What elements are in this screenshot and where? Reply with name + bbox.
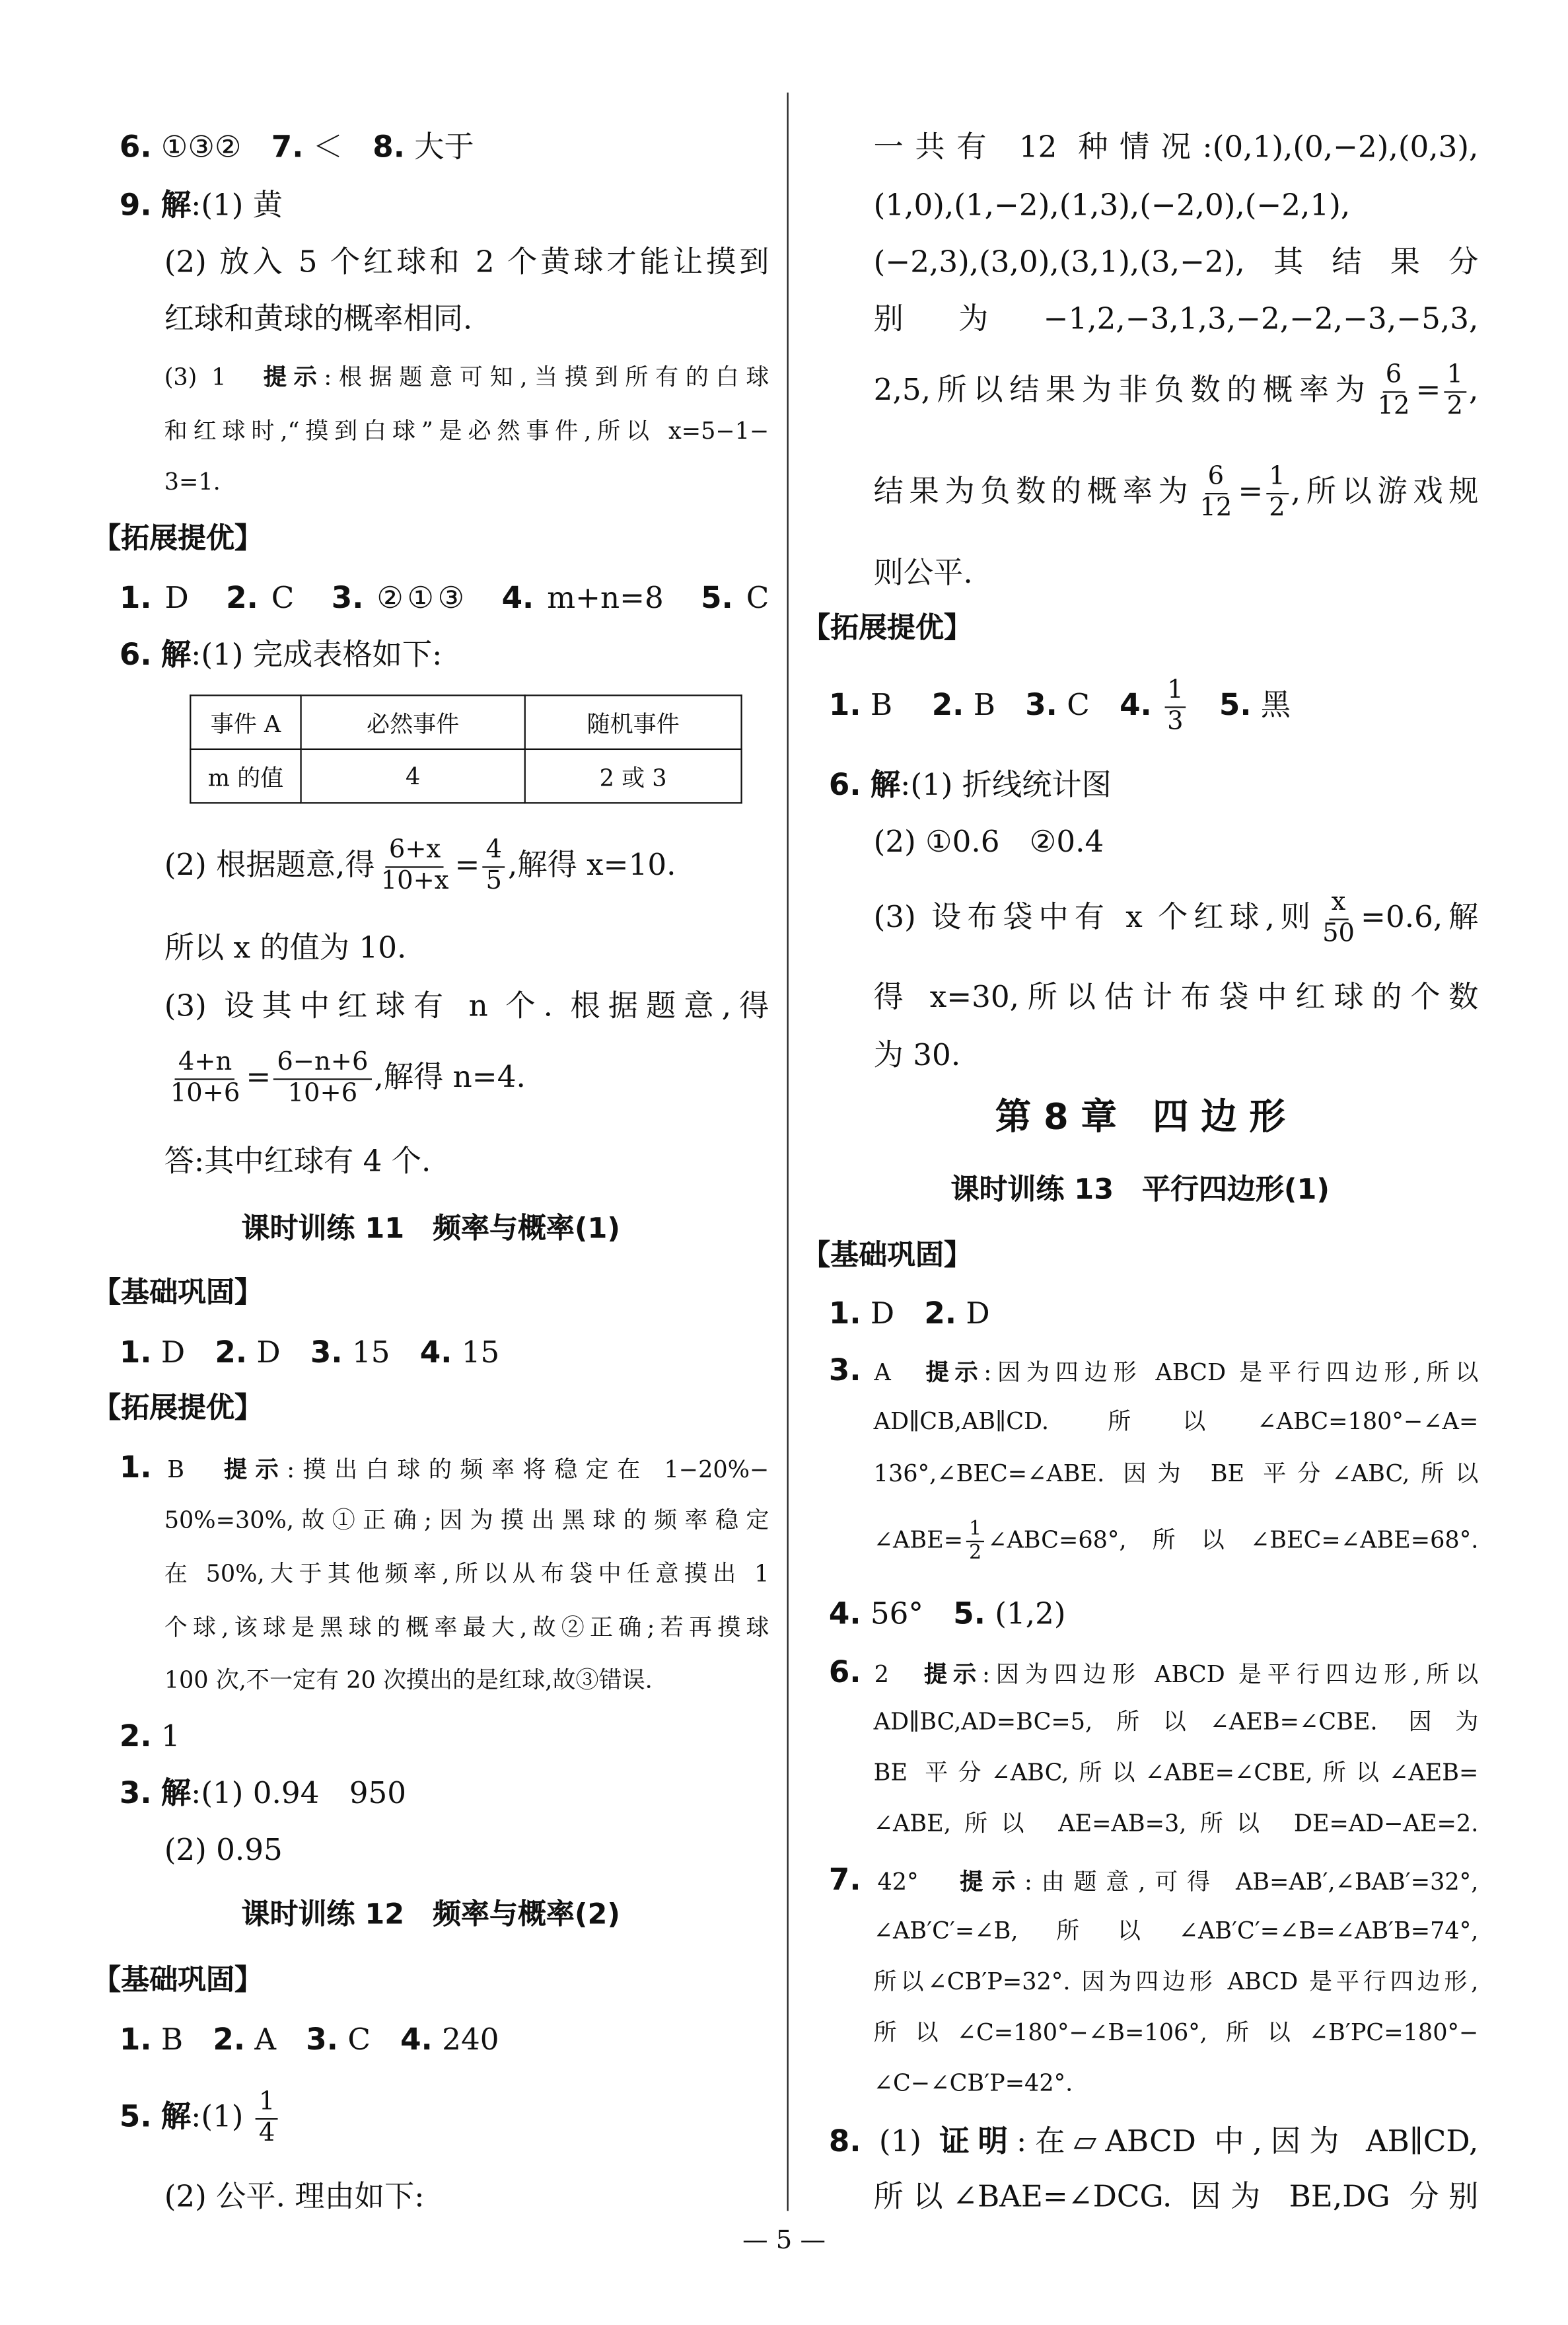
table-cell: 4	[301, 749, 525, 803]
text-run: 【基础巩固】	[92, 1964, 263, 1997]
answer-line	[874, 300, 1479, 336]
text-run	[152, 636, 161, 672]
fraction-denominator: 50	[1322, 918, 1355, 948]
question-number: 3.	[119, 1775, 152, 1811]
text-run: =	[454, 846, 480, 883]
question-number: 5.	[1219, 686, 1252, 723]
text-run: 在 50%,大于其他频率,所以从布袋中任意摸出 1	[164, 1561, 769, 1588]
text-run: ∠ABE,所以 AE=AB=3,所以 DE=AD−AE=2.	[873, 1810, 1479, 1837]
answer-line	[829, 1861, 1479, 1897]
fraction	[1266, 463, 1289, 523]
text-run: A	[245, 2021, 306, 2057]
table-cell: 必然事件	[301, 695, 525, 749]
text-run: D	[861, 1295, 925, 1331]
question-number: 3.	[306, 2021, 338, 2057]
bold-label: 解	[160, 2098, 192, 2134]
event-table	[190, 694, 742, 803]
column-divider	[787, 92, 789, 2211]
text-run: ∠C−∠CB′P=42°.	[873, 2070, 1073, 2097]
text-run: 第 8 章 四 边 形	[995, 1095, 1285, 1138]
answer-line	[164, 300, 473, 336]
fraction-numerator: 1	[1164, 677, 1187, 707]
table-cell: 随机事件	[525, 695, 742, 749]
text-run: =	[1238, 472, 1264, 509]
question-number: 3.	[1025, 686, 1057, 723]
text-run: ,解得 x=10.	[507, 846, 676, 883]
table-row	[190, 749, 741, 803]
text-run: A	[861, 1359, 926, 1387]
answer-line	[829, 1295, 990, 1331]
fraction	[1444, 361, 1466, 422]
question-number: 4.	[828, 1595, 861, 1632]
text-run: AD∥CB,AB∥CD. 所以∠ABC=180°−∠A=	[873, 1408, 1479, 1436]
bold-label: 解	[160, 1775, 192, 1811]
fraction	[167, 1049, 243, 1109]
question-number: 1.	[828, 1295, 861, 1331]
text-run: 答:其中红球有 4 个.	[164, 1142, 431, 1179]
section-label	[802, 612, 972, 646]
answer-line	[120, 1334, 499, 1370]
fraction-numerator: 4	[483, 836, 505, 867]
fraction	[483, 836, 505, 897]
text-run: :摸出白球的频率将稳定在 1−20%−	[287, 1456, 769, 1484]
text-run: 所以∠C=180°−∠B=106°,所以∠B′PC=180°−	[873, 2019, 1479, 2046]
answer-line	[874, 361, 1479, 422]
text-run: 所以∠CB′P=32°. 因为四边形 ABCD 是平行四边形,	[873, 1968, 1479, 1996]
text-run	[1152, 686, 1161, 722]
fraction-denominator: 12	[1199, 492, 1232, 523]
question-number: 1.	[119, 1334, 152, 1370]
text-run: m+n=8	[534, 579, 701, 616]
text-run: D	[151, 1334, 215, 1370]
text-run: 1	[151, 1718, 180, 1754]
text-run: AD∥BC,AD=BC=5,所以∠AEB=∠CBE. 因为	[873, 1708, 1479, 1736]
text-run: (3) 设布袋中有 x 个红球,则	[873, 898, 1317, 935]
text-run: (1,0),(1,−2),(1,3),(−2,0),(−2,1),	[873, 186, 1351, 223]
fraction-denominator: 3	[1167, 706, 1184, 736]
text-run: ①③②	[151, 128, 271, 165]
text-run: (2) 根据题意,得	[164, 846, 375, 883]
section-label	[92, 1964, 263, 1998]
text-run: :根据题意可知,当摸到所有的白球	[324, 364, 769, 391]
text-run: 红球和黄球的概率相同.	[164, 300, 473, 336]
question-number: 8.	[373, 128, 405, 165]
question-number: 4.	[419, 1334, 452, 1370]
text-run: (1)	[861, 2122, 940, 2159]
text-run: 个球,该球是黑球的概率最大,故②正确;若再摸球	[164, 1614, 769, 1642]
question-number: 7.	[271, 128, 304, 165]
answer-line	[874, 1518, 1479, 1565]
text-run: =	[246, 1058, 271, 1095]
text-run: 和红球时,“摸到白球”是必然事件,所以 x=5−1−	[164, 418, 769, 445]
answer-line	[829, 1352, 1479, 1387]
text-run: :在▱ABCD 中,因为 AB∥CD,	[1016, 2122, 1479, 2159]
fraction	[1197, 463, 1235, 523]
answer-line	[874, 1709, 1479, 1736]
section-label	[92, 522, 263, 556]
section-heading	[92, 1212, 769, 1247]
table-cell: m 的值	[190, 749, 301, 803]
fraction-numerator: 6	[1205, 463, 1227, 494]
section-heading	[92, 1898, 769, 1933]
bold-label: 提示	[224, 1456, 287, 1484]
section-heading	[802, 1096, 1478, 1139]
text-run: 得 x=30,所以估计布袋中红球的个数	[873, 978, 1479, 1015]
text-run: (3) 1	[164, 364, 264, 391]
answer-line	[164, 244, 769, 279]
text-run: 别为−1,2,−3,1,3,−2,−2,−3,−5,3,	[873, 300, 1479, 336]
text-run: 所以∠BAE=∠DCG. 因为 BE,DG 分别	[873, 2178, 1479, 2214]
text-run: ∠ABE=	[873, 1526, 964, 1554]
table-cell: 2 或 3	[525, 749, 742, 803]
text-run: D	[956, 1295, 990, 1331]
fraction-denominator: 10+6	[170, 1078, 240, 1108]
answer-line	[164, 418, 769, 445]
text-run: 2,5,所以结果为非负数的概率为	[873, 371, 1372, 408]
text-run: 一共有 12 种情况:(0,1),(0,−2),(0,3),	[873, 128, 1479, 165]
text-run: 课时训练 11 频率与概率(1)	[241, 1212, 621, 1245]
question-number: 2.	[119, 1718, 152, 1754]
fraction-denominator: 10+6	[287, 1078, 358, 1108]
answer-line	[164, 1143, 431, 1179]
text-run: ,所以游戏规	[1291, 472, 1479, 509]
answer-line	[120, 2021, 499, 2057]
text-run: 所以 x 的值为 10.	[164, 929, 407, 965]
text-run: B	[151, 1456, 225, 1484]
text-run: 2	[861, 1661, 924, 1688]
text-run: :(1)	[191, 2098, 253, 2134]
answer-line	[120, 128, 474, 164]
question-number: 9.	[119, 186, 152, 223]
answer-line	[874, 1461, 1479, 1489]
text-run: ②①③	[363, 579, 502, 616]
answer-line	[164, 1049, 526, 1109]
fraction	[1164, 677, 1187, 737]
text-run: ∠AB′C′=∠B,所以∠AB′C′=∠B=∠AB′B=74°,	[873, 1917, 1479, 1945]
bold-label: 证明	[939, 2122, 1016, 2159]
fraction-numerator: 1	[1444, 361, 1466, 392]
text-run: (2) ①0.6 ②0.4	[873, 823, 1104, 860]
question-number: 8.	[828, 2122, 861, 2159]
fraction-numerator: 6−n+6	[274, 1049, 371, 1079]
text-run: (3) 设其中红球有 n 个. 根据题意,得	[164, 987, 769, 1023]
text-run: ∠ABC=68°,所以∠BEC=∠ABE=68°.	[987, 1526, 1479, 1554]
bold-label: 提示	[925, 1359, 984, 1387]
fraction-numerator: 1	[966, 1518, 985, 1542]
text-run	[861, 766, 871, 802]
text-run: :(1) 黄	[191, 186, 283, 223]
text-run: 课时训练 13 平行四边形(1)	[950, 1173, 1330, 1206]
question-number: 6.	[119, 636, 152, 673]
text-run: (1,2)	[985, 1595, 1066, 1632]
question-number: 2.	[226, 579, 258, 616]
answer-line	[164, 1507, 769, 1535]
text-run: (2) 公平. 理由如下:	[164, 2178, 425, 2214]
fraction	[256, 2088, 278, 2149]
text-run: =0.6,解	[1361, 898, 1479, 935]
question-number: 7.	[828, 1861, 861, 1898]
answer-line	[120, 636, 442, 672]
answer-line	[874, 244, 1479, 279]
answer-line	[829, 2123, 1479, 2159]
text-run: =	[1415, 371, 1441, 408]
fraction-numerator: 6	[1382, 361, 1405, 392]
question-number: 5.	[119, 2098, 152, 2134]
section-label	[92, 1391, 263, 1426]
question-number: 3.	[331, 579, 364, 616]
question-number: 6.	[828, 766, 861, 803]
text-run: 240	[432, 2021, 499, 2057]
question-number: 4.	[1120, 686, 1152, 723]
bold-label: 解	[160, 636, 192, 673]
fraction-denominator: 2	[1269, 492, 1285, 523]
text-run: 56°	[861, 1595, 954, 1632]
table-cell: 事件 A	[190, 695, 301, 749]
text-run: ,	[1469, 371, 1479, 408]
text-run: 课时训练 12 频率与概率(2)	[241, 1898, 621, 1931]
text-run: C	[338, 2021, 401, 2057]
answer-line	[164, 988, 769, 1023]
question-number: 5.	[701, 579, 733, 616]
text-run: D	[151, 579, 227, 616]
text-run: 136°,∠BEC=∠ABE. 因为 BE 平分∠ABC,所以	[873, 1460, 1479, 1488]
answer-line	[874, 2019, 1479, 2047]
text-run: 50%=30%,故①正确;因为摸出黑球的频率稳定	[164, 1506, 769, 1534]
answer-line	[874, 1968, 1479, 1996]
text-run: 结果为负数的概率为	[873, 472, 1194, 509]
answer-line	[829, 1596, 1066, 1631]
text-run: ,解得 n=4.	[374, 1058, 526, 1095]
fraction-denominator: 4	[258, 2117, 275, 2148]
answer-line	[164, 2178, 425, 2214]
section-heading	[802, 1173, 1478, 1208]
text-run: (−2,3),(3,0),(3,1),(3,−2),其结果分	[873, 243, 1479, 279]
text-run: 【基础巩固】	[802, 1239, 972, 1273]
text-run: :由题意,可得 AB=AB′,∠BAB′=32°,	[1024, 1868, 1479, 1896]
answer-line	[874, 463, 1479, 523]
fraction-denominator: 5	[485, 866, 502, 896]
text-run	[152, 187, 161, 223]
fraction-numerator: x	[1328, 889, 1349, 919]
answer-line	[874, 187, 1479, 223]
answer-line	[120, 1449, 769, 1485]
text-run	[1190, 686, 1219, 722]
question-number: 3.	[310, 1334, 343, 1370]
answer-line	[164, 468, 221, 496]
answer-line	[874, 823, 1104, 859]
answer-line	[164, 836, 676, 897]
text-run: (2) 放入 5 个红球和 2 个黄球才能让摸到	[164, 243, 769, 279]
text-run: 3=1.	[164, 468, 221, 496]
answer-line	[829, 766, 1112, 802]
bold-label: 解	[160, 186, 192, 223]
question-number: 1.	[119, 2021, 152, 2057]
text-run: 为 30.	[873, 1037, 961, 1073]
fraction	[378, 836, 452, 897]
answer-line	[829, 1654, 1479, 1689]
text-run: :因为四边形 ABCD 是平行四边形,所以	[982, 1661, 1479, 1688]
answer-line	[874, 1759, 1479, 1787]
answer-line	[874, 554, 973, 590]
fraction-denominator: 12	[1377, 390, 1410, 421]
fraction-numerator: 6+x	[386, 836, 443, 867]
answer-line	[874, 2178, 1479, 2214]
text-run: 【拓展提优】	[92, 1391, 263, 1425]
answer-line	[120, 579, 769, 615]
text-run: 42°	[861, 1868, 960, 1896]
table-row	[190, 695, 741, 749]
text-run: B	[151, 2021, 213, 2057]
answer-line	[120, 2088, 281, 2149]
bold-label: 提示	[263, 364, 324, 391]
fraction-denominator: 2	[1446, 390, 1463, 421]
text-run: 则公平.	[873, 554, 973, 591]
text-run: :因为四边形 ABCD 是平行四边形,所以	[983, 1359, 1479, 1387]
answer-line	[120, 1718, 180, 1753]
question-number: 4.	[400, 2021, 433, 2057]
answer-line	[164, 929, 407, 965]
fraction-numerator: 4+n	[175, 1049, 234, 1079]
answer-line	[874, 1917, 1479, 1945]
answer-line	[120, 187, 283, 223]
answer-line	[874, 889, 1479, 949]
answer-line	[164, 1667, 653, 1695]
answer-line	[164, 1561, 769, 1588]
text-run: 黑	[1251, 686, 1291, 723]
text-run: B	[861, 686, 932, 723]
answer-line	[829, 677, 1291, 737]
fraction-numerator: 1	[1266, 463, 1289, 494]
text-run: BE 平分∠ABC,所以∠ABE=∠CBE,所以∠AEB=	[873, 1759, 1479, 1787]
text-run: C	[1057, 686, 1120, 723]
text-run: (2) 0.95	[164, 1831, 283, 1868]
answer-line	[874, 1810, 1479, 1838]
bold-label: 提示	[923, 1661, 983, 1688]
page-number: — 5 —	[742, 2225, 826, 2256]
answer-line	[120, 1775, 406, 1810]
question-number: 4.	[501, 579, 534, 616]
text-run: 【基础巩固】	[92, 1276, 263, 1310]
question-number: 2.	[924, 1295, 957, 1331]
text-run: 15	[342, 1334, 420, 1370]
question-number: 2.	[931, 686, 964, 723]
fraction	[1320, 889, 1358, 949]
text-run: C	[258, 579, 332, 616]
question-number: 1.	[828, 686, 861, 723]
text-run: 100 次,不一定有 20 次摸出的是红球,故③错误.	[164, 1666, 653, 1694]
answer-line	[164, 1831, 283, 1867]
text-run: :(1) 0.94 950	[191, 1775, 407, 1811]
section-label	[92, 1276, 263, 1311]
text-run: :(1) 折线统计图	[900, 766, 1112, 803]
question-number: 6.	[119, 128, 152, 165]
answer-line	[874, 1408, 1479, 1436]
answer-line	[874, 1037, 961, 1072]
answer-line	[874, 2070, 1073, 2098]
question-number: 3.	[828, 1352, 861, 1388]
text-run	[152, 1775, 161, 1810]
question-number: 2.	[215, 1334, 248, 1370]
fraction	[1374, 361, 1413, 422]
section-label	[802, 1239, 972, 1274]
question-number: 6.	[828, 1653, 861, 1690]
question-number: 1.	[119, 1449, 152, 1485]
question-number: 2.	[213, 2021, 246, 2057]
fraction	[274, 1049, 371, 1109]
text-run: B	[964, 686, 1026, 723]
bold-label: 提示	[960, 1868, 1025, 1896]
bold-label: 解	[870, 766, 901, 803]
fraction-denominator: 2	[969, 1542, 982, 1565]
text-run: 大于	[404, 128, 474, 165]
answer-line	[164, 364, 769, 392]
text-run: 【拓展提优】	[92, 522, 263, 556]
answer-line	[164, 1614, 769, 1642]
text-run: D	[247, 1334, 310, 1370]
answer-line	[874, 128, 1479, 164]
fraction-denominator: 10+x	[380, 866, 449, 896]
question-number: 5.	[953, 1595, 985, 1632]
question-number: 1.	[119, 579, 152, 616]
fraction-numerator: 1	[256, 2088, 278, 2119]
answer-line	[874, 978, 1479, 1014]
text-run: 【拓展提优】	[802, 612, 972, 645]
text-run: ＜	[303, 128, 373, 165]
text-run: :(1) 完成表格如下:	[191, 636, 443, 673]
fraction	[966, 1518, 985, 1565]
text-run	[152, 2098, 161, 2134]
text-run: C	[732, 579, 769, 616]
text-run: 15	[452, 1334, 500, 1370]
